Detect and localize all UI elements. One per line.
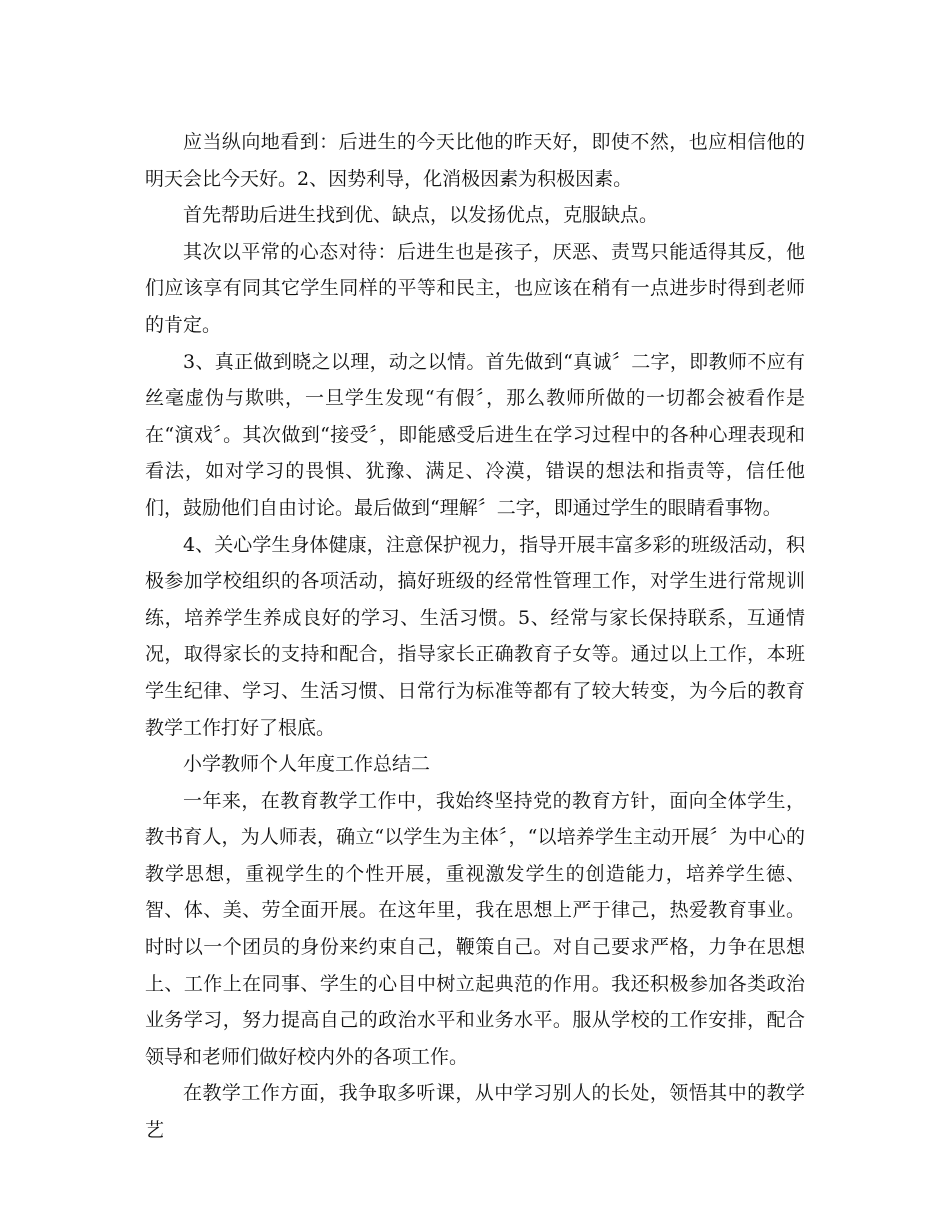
paragraph-6: 一年来，在教育教学工作中，我始终坚持党的教育方针，面向全体学生，教书育人，为人师表，确立“以学生为主体〞，“以培养学生主动开展〞为中心的教学思想，重视学生的个性开展，重视激发学生的创造能力，培养学生德、智、体、美、劳全面开展。在这年里，我在思想上严于律己，热爱教育事业。时时以一个团员的身份来约束自己，鞭策自己。对自己要求严格，力争在思想上、工作上在同事、学生的心目中树立起典范的作用。我还积极参加各类政治业务学习，努力提高自己的政治水平和业务水平。服从学校的工作安排，配合领导和老师们做好校内外的各项工作。 (145, 789, 805, 1068)
paragraph-5: 4、关心学生身体健康，注意保护视力，指导开展丰富多彩的班级活动，积极参加学校组织的各项活动，搞好班级的经常性管理工作，对学生进行常规训练，培养学生养成良好的学习、生活习惯。5、经常与家长保持联系，互通情况，取得家长的支持和配合，指导家长正确教育子女等。通过以上工作，本班学生纪律、学习、生活习惯、日常行为标准等都有了较大转变，为今后的教育教学工作打好了根底。 (145, 533, 805, 739)
section-title: 小学教师个人年度工作总结二 (183, 753, 431, 776)
paragraph-7: 在教学工作方面，我争取多听课，从中学习别人的长处，领悟其中的教学艺 (145, 1082, 805, 1142)
paragraph-1: 应当纵向地看到：后进生的今天比他的昨天好，即使不然，也应相信他的明天会比今天好。2、因势利导，化消极因素为积极因素。 (145, 131, 805, 190)
paragraph-2: 首先帮助后进生找到优、缺点，以发扬优点，克服缺点。 (183, 204, 659, 227)
paragraph-3: 其次以平常的心态对待：后进生也是孩子，厌恶、责骂只能适得其反，他们应该享有同其它学生同样的平等和民主，也应该在稍有一点进步时得到老师的肯定。 (145, 240, 805, 336)
document-body (145, 124, 805, 1149)
paragraph-4: 3、真正做到晓之以理，动之以情。首先做到“真诚〞二字，即教师不应有丝毫虚伪与欺哄，一旦学生发现“有假〞，那么教师所做的一切都会被看作是在“演戏〞。其次做到“接受〞，即能感受后进生在学习过程中的各种心理表现和看法，如对学习的畏惧、犹豫、满足、冷漠，错误的想法和指责等，信任他们，鼓励他们自由讨论。最后做到“理解〞二字，即通过学生的眼睛看事物。 (145, 350, 805, 519)
